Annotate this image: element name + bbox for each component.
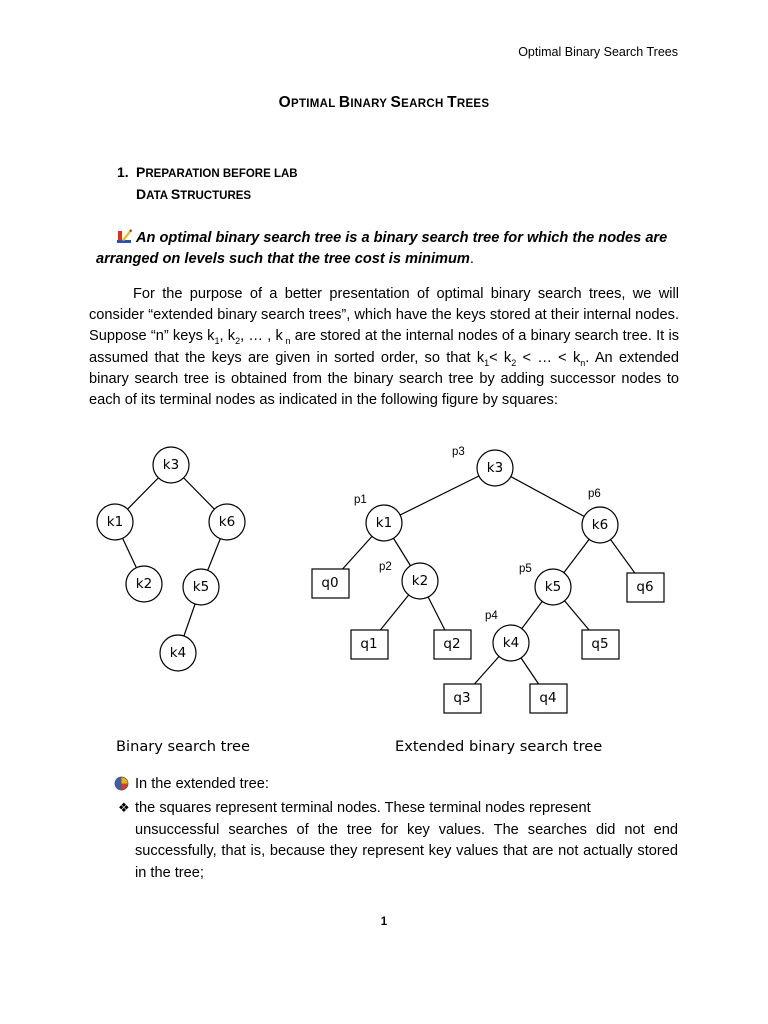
title-rest: EARCH [401, 98, 448, 110]
extended-binary-search-tree [312, 450, 664, 713]
node-label: k6 [218, 514, 236, 530]
title-cap: B [338, 94, 351, 111]
terminal-label: q3 [453, 690, 471, 706]
subsection-rest: TRUCTURES [180, 190, 252, 202]
running-header: Optimal Binary Search Trees [518, 45, 678, 59]
probability-label: p1 [354, 494, 367, 506]
terminal-label: q4 [539, 690, 557, 706]
subscript: 2 [235, 336, 241, 347]
title-cap: O [278, 94, 291, 111]
node-label: k6 [591, 517, 609, 533]
subsection-rest: ATA [146, 190, 171, 202]
node-label: k1 [375, 515, 393, 531]
page-number: 1 [380, 916, 388, 928]
section-title-rest: REPARATION BEFORE LAB [145, 168, 298, 180]
binary-search-tree [97, 447, 245, 671]
sub-bullet-continuation: unsuccessful searches of the tree for key values. The searches did not end successfully, that is, because they represent key values that are not actually stored in the tree; [135, 821, 678, 881]
section-title-cap: P [136, 164, 146, 180]
subsection-cap: D [136, 186, 147, 202]
node-label: k4 [169, 645, 187, 661]
title-rest: INARY [350, 98, 391, 110]
section-number: 1. [117, 164, 129, 180]
intro-text: An optimal binary search tree is a binary search tree for which the nodes are arranged on levels such that the tree cost is minimum [96, 230, 668, 267]
title-rest: PTIMAL [290, 98, 339, 110]
title-rest: REES [456, 98, 490, 110]
terminal-label: q2 [443, 636, 461, 652]
probability-label: p5 [519, 563, 532, 575]
subsection-title [136, 186, 251, 202]
probability-label: p3 [452, 446, 465, 458]
section-title [136, 164, 298, 180]
probability-label: p6 [588, 488, 601, 500]
node-label: k3 [486, 460, 504, 476]
paragraph-text: < … < k [516, 349, 581, 366]
node-label: k5 [544, 579, 562, 595]
intro-definition [96, 228, 678, 270]
sub-bullet-first-line: the squares represent terminal nodes. These terminal nodes represent [135, 800, 591, 816]
caption-extended-tree: Extended binary search tree [395, 738, 603, 755]
subscript: n [580, 357, 586, 368]
body-paragraph [89, 284, 679, 411]
subsection-cap: S [170, 186, 181, 202]
title-cap: S [390, 94, 402, 111]
probability-label: p4 [485, 610, 498, 622]
paragraph-text: , … , k [240, 328, 283, 345]
terminal-label: q6 [636, 579, 654, 595]
pie-bullet-icon [114, 776, 129, 791]
subscript: 1 [484, 357, 490, 368]
subscript: 2 [511, 357, 517, 368]
caption-binary-search-tree: Binary search tree [116, 738, 251, 755]
tree-figure [0, 435, 768, 725]
probability-label: p2 [379, 561, 392, 573]
node-label: k3 [162, 457, 180, 473]
paragraph-text: are stored at the internal nodes of a binary search tree. It is assumed that the keys are given in sorted order, so that k [89, 328, 679, 366]
paragraph-text: For the purpose of a better presentation of optimal binary search trees, we will consider “extended binary search trees”, which have the keys stored at their internal nodes. Suppose “n” keys k [89, 286, 679, 345]
subscript: n [282, 336, 291, 347]
node-label: k2 [135, 576, 153, 592]
node-label: k4 [502, 635, 520, 651]
paragraph-text: . An extended binary search tree is obtained from the binary search tree by adding successor nodes to each of its terminal nodes as indicated in the following figure by squares: [89, 349, 679, 409]
paragraph-text: < k [489, 349, 512, 366]
terminal-label: q5 [591, 636, 609, 652]
document-title [0, 94, 768, 112]
bullet-heading: In the extended tree: [135, 776, 269, 792]
intro-end: . [469, 251, 474, 267]
terminal-label: q1 [360, 636, 378, 652]
paragraph-text: , k [219, 328, 236, 345]
diamond-bullet-icon: ❖ [118, 800, 130, 815]
node-label: k5 [192, 579, 210, 595]
node-label: k1 [106, 514, 124, 530]
title-cap: T [447, 94, 457, 111]
subscript: 1 [214, 336, 220, 347]
node-label: k2 [411, 573, 429, 589]
sub-bullet-item [118, 797, 678, 884]
terminal-label: q0 [321, 575, 339, 591]
